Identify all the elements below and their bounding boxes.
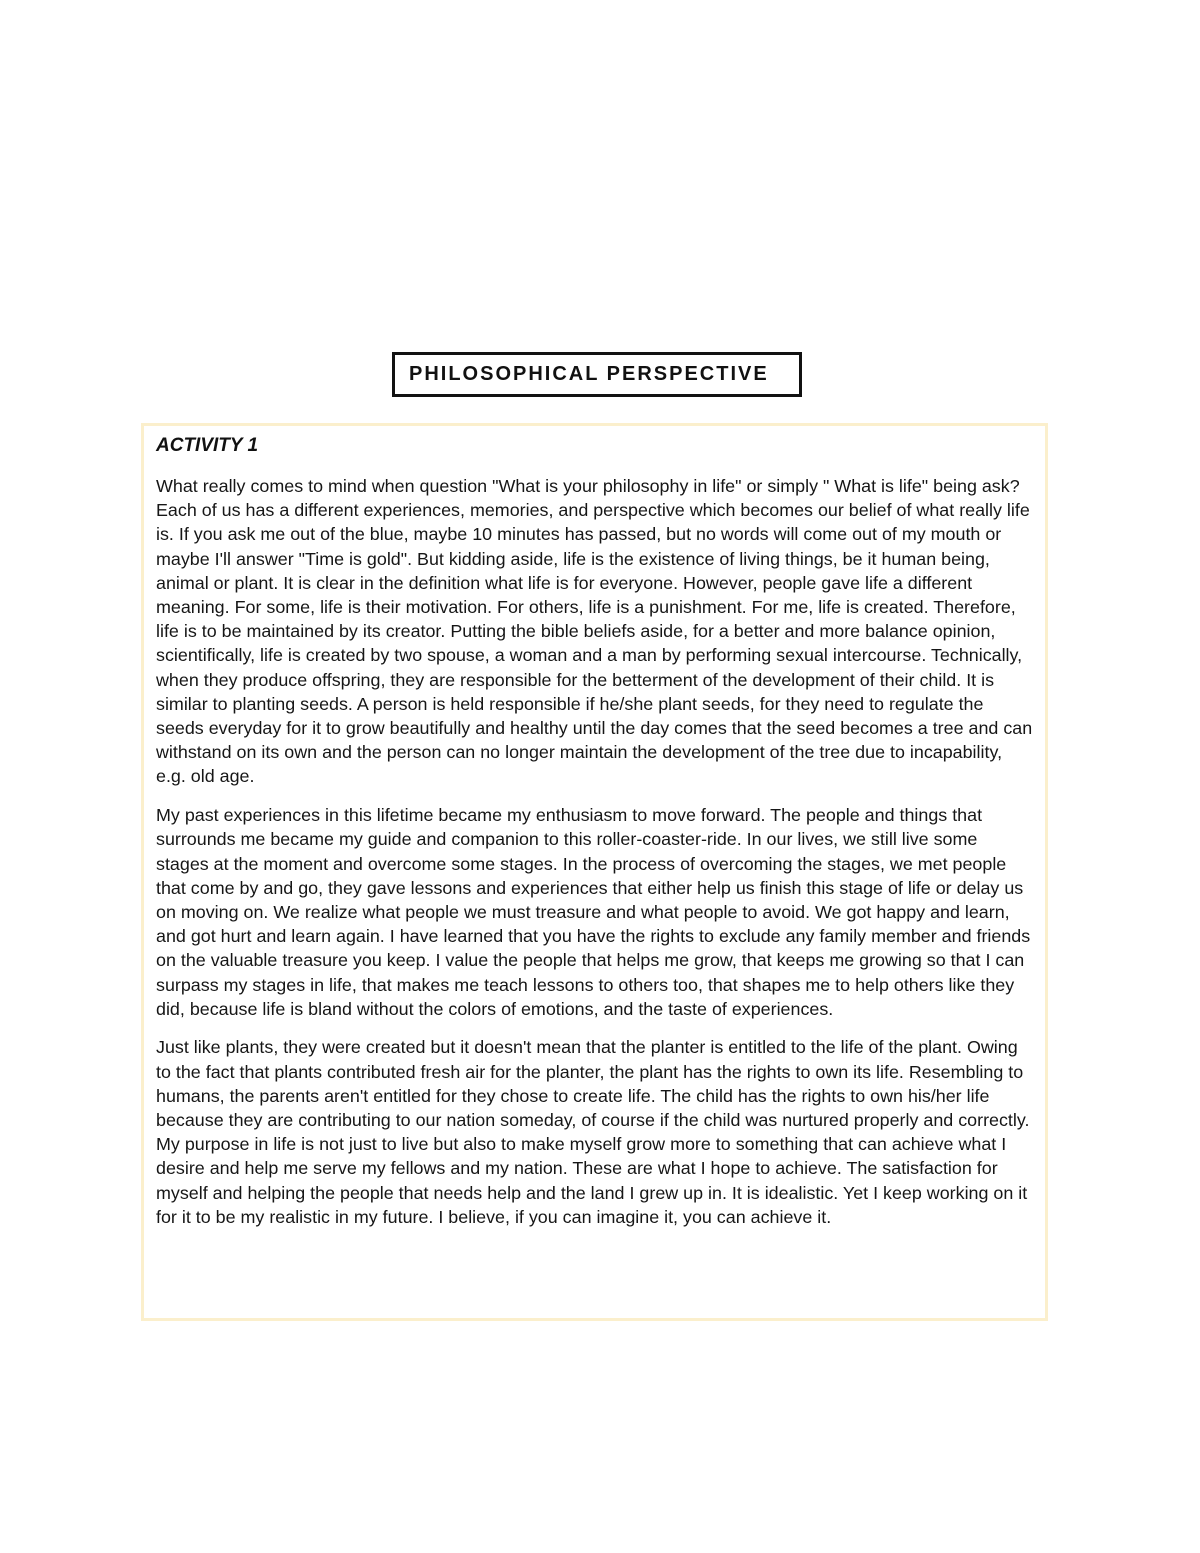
paragraph-2: My past experiences in this lifetime became my enthusiasm to move forward. The people and things that surrounds me became my guide and companion to this roller-coaster-ride. In our lives, we still live some stages at the moment and overcome some stages. In the process of overcoming the stages, we met people that come by and go, they gave lessons and experiences that either help us finish this stage of life or delay us on moving on. We realize what people we must treasure and what people to avoid. We got happy and learn, and got hurt and learn again. I have learned that you have the rights to exclude any family member and friends on the valuable treasure you keep. I value the people that helps me grow, that keeps me growing so that I can surpass my stages in life, that makes me teach lessons to others too, that shapes me to help others like they did, because life is bland without the colors of emotions, and the taste of experiences. xyxy=(156,805,1031,1019)
activity-heading: ACTIVITY 1 xyxy=(156,435,259,456)
paragraph-3: Just like plants, they were created but it doesn't mean that the planter is entitled to the life of the plant. Owing to the fact that plants contributed fresh air for the planter, the plant has the rights to own its life. Resembling to humans, the parents aren't entitled for they chose to create life. The child has the rights to own his/her life because they are contributing to our nation someday, of course if the child was nurtured properly and correctly. My purpose in life is not just to live but also to make myself grow more to something that can achieve what I desire and help me serve my fellows and my nation. These are what I hope to achieve. The satisfaction for myself and helping the people that needs help and the land I grew up in. It is idealistic. Yet I keep working on it for it to be my realistic in my future. I believe, if you can imagine it, you can achieve it. xyxy=(156,1037,1030,1227)
activity-box xyxy=(141,423,1048,1321)
title-box xyxy=(392,352,802,397)
page-title: PHILOSOPHICAL PERSPECTIVE xyxy=(409,363,769,385)
paragraph-1: What really comes to mind when question "What is your philosophy in life" or simply " What is life" being ask? Each of us has a different experiences, memories, and perspective which becomes our belief of what really life is. If you ask me out of the blue, maybe 10 minutes has passed, but no words will come out of my mouth or maybe I'll answer "Time is gold". But kidding aside, life is the existence of living things, be it human being, animal or plant. It is clear in the definition what life is for everyone. However, people gave life a different meaning. For some, life is their motivation. For others, life is a punishment. For me, life is created. Therefore, life is to be maintained by its creator. Putting the bible beliefs aside, for a better and more balance opinion, scientifically, life is created by two spouse, a woman and a man by performing sexual intercourse. Technically, when they produce offspring, they are responsible for the betterment of the development of their child. It is similar to planting seeds. A person is held responsible if he/she plant seeds, for they need to regulate the seeds everyday for it to grow beautifully and healthy until the day comes that the seed becomes a tree and can withstand on its own and the person can no longer maintain the development of the tree due to incapability, e.g. old age. xyxy=(156,476,1033,787)
